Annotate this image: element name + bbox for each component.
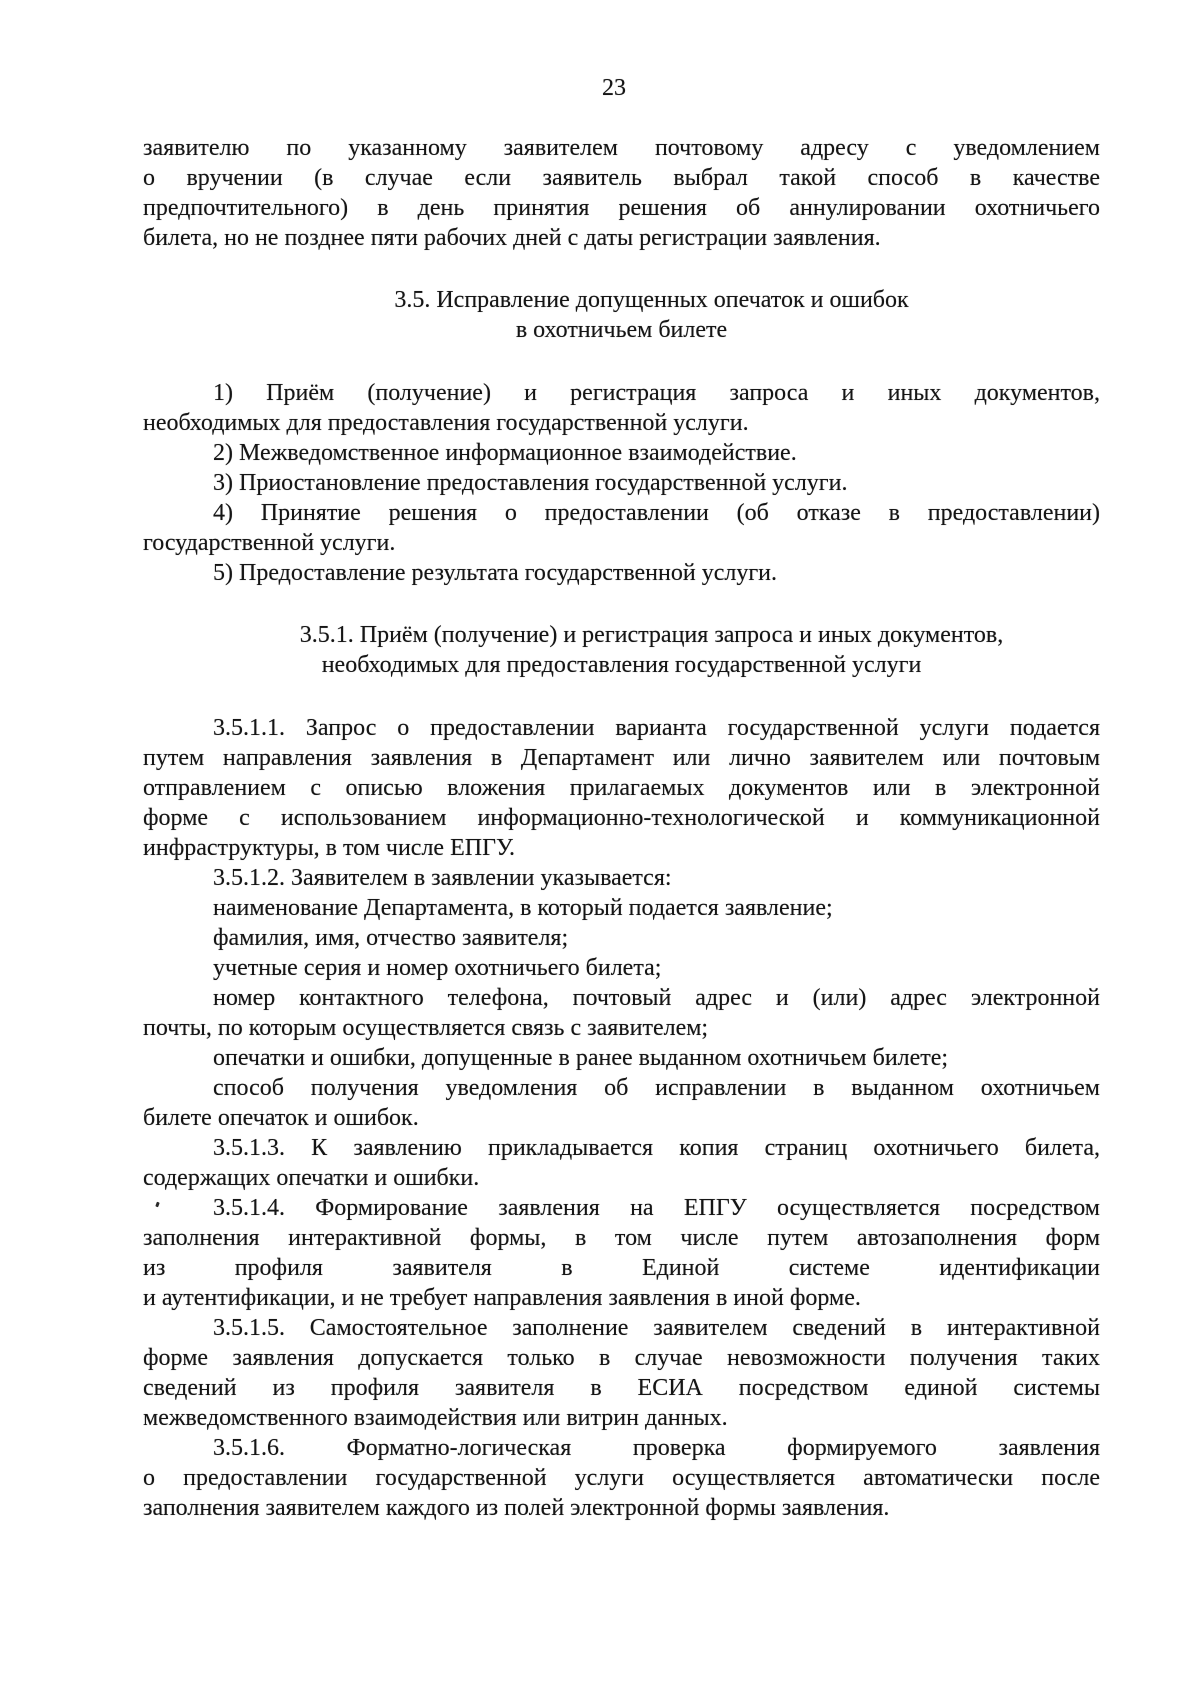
heading-line: необходимых для предоставления государственной услуги	[321, 652, 922, 678]
requirement-line: номер контактного телефона, почтовый адрес и (или) адрес электронной	[213, 985, 1100, 1011]
clause-3-5-1-6	[143, 1433, 1100, 1523]
section-heading-3-5-1	[143, 620, 1100, 680]
clause-line: форме с использованием информационно-технологической и коммуникационной	[143, 805, 1100, 831]
requirement-line: способ получения уведомления об исправлении в выданном охотничьем	[213, 1075, 1100, 1101]
clause-line: о предоставлении государственной услуги осуществляется автоматически после	[143, 1465, 1100, 1491]
clause-line: инфраструктуры, в том числе ЕПГУ.	[143, 835, 516, 861]
intro-line: заявителю по указанному заявителем почтовому адресу с уведомлением	[143, 135, 1100, 161]
clause-lead: 3.5.1.2. Заявителем в заявлении указывается:	[213, 865, 672, 891]
clause-line: путем направления заявления в Департамент или лично заявителем или почтовым	[143, 745, 1100, 771]
clause-line: 3.5.1.3. К заявлению прикладывается копия страниц охотничьего билета,	[213, 1135, 1100, 1161]
requirement-item	[143, 1073, 1100, 1133]
procedure-line: 3) Приостановление предоставления государственной услуги.	[213, 470, 848, 496]
requirement-line: фамилия, имя, отчество заявителя;	[213, 925, 569, 951]
clause-line: 3.5.1.6. Форматно-логическая проверка формируемого заявления	[213, 1435, 1100, 1461]
requirement-line: наименование Департамента, в который подается заявление;	[213, 895, 833, 921]
clauses	[143, 713, 1100, 1523]
clause-line: из профиля заявителя в Единой системе идентификации	[143, 1255, 1100, 1281]
requirement-item	[143, 953, 1100, 983]
procedure-line: 2) Межведомственное информационное взаимодействие.	[213, 440, 797, 466]
procedure-line: 4) Принятие решения о предоставлении (об отказе в предоставлении)	[213, 500, 1100, 526]
clause-line: содержащих опечатки и ошибки.	[143, 1165, 480, 1191]
clause-3-5-1-1	[143, 713, 1100, 863]
clause-line: 3.5.1.5. Самостоятельное заполнение заявителем сведений в интерактивной	[213, 1315, 1100, 1341]
procedure-line: 1) Приём (получение) и регистрация запроса и иных документов,	[213, 380, 1100, 406]
clause-line: и аутентификации, и не требует направления заявления в иной форме.	[143, 1285, 861, 1311]
heading-line: 3.5. Исправление допущенных опечаток и ошибок	[394, 287, 909, 313]
intro-line: о вручении (в случае если заявитель выбрал такой способ в качестве	[143, 165, 1100, 191]
clause-line: 3.5.1.4. Формирование заявления на ЕПГУ осуществляется посредством	[213, 1195, 1100, 1221]
clause-line: отправлением с описью вложения прилагаемых документов или в электронной	[143, 775, 1100, 801]
procedure-line: 5) Предоставление результата государственной услуги.	[213, 560, 778, 586]
procedure-line: необходимых для предоставления государственной услуги.	[143, 410, 749, 436]
clause-3-5-1-3	[143, 1133, 1100, 1193]
procedure-item	[143, 468, 1100, 498]
heading-line: в охотничьем билете	[515, 317, 728, 343]
clause-3-5-1-4	[143, 1193, 1100, 1313]
clause-line: сведений из профиля заявителя в ЕСИА посредством единой системы	[143, 1375, 1100, 1401]
procedure-list	[143, 378, 1100, 588]
requirement-line: почты, по которым осуществляется связь с заявителем;	[143, 1015, 709, 1041]
clause-3-5-1-2	[143, 863, 1100, 1133]
requirement-item	[143, 893, 1100, 923]
section-heading-3-5	[143, 285, 1100, 345]
intro-paragraph	[143, 133, 1100, 253]
requirement-line: учетные серия и номер охотничьего билета;	[213, 955, 662, 981]
clause-line: межведомственного взаимодействия или витрин данных.	[143, 1405, 728, 1431]
requirement-line: билете опечаток и ошибок.	[143, 1105, 419, 1131]
page-body	[143, 133, 1100, 1523]
intro-line: билета, но не позднее пяти рабочих дней с даты регистрации заявления.	[143, 225, 881, 251]
requirement-item	[143, 1043, 1100, 1073]
heading-line: 3.5.1. Приём (получение) и регистрация запроса и иных документов,	[299, 622, 1004, 648]
procedure-item	[143, 558, 1100, 588]
procedure-item	[143, 438, 1100, 468]
clause-3-5-1-5	[143, 1313, 1100, 1433]
procedure-line: государственной услуги.	[143, 530, 396, 556]
intro-line: предпочтительного) в день принятия решения об аннулировании охотничьего	[143, 195, 1100, 221]
clause-line: форме заявления допускается только в случае невозможности получения таких	[143, 1345, 1100, 1371]
requirement-item	[143, 923, 1100, 953]
requirement-line: опечатки и ошибки, допущенные в ранее выданном охотничьем билете;	[213, 1045, 949, 1071]
procedure-item	[143, 378, 1100, 438]
requirement-item	[143, 983, 1100, 1043]
clause-line: заполнения интерактивной формы, в том числе путем автозаполнения форм	[143, 1225, 1100, 1251]
page-number: 23	[602, 75, 626, 101]
clause-line: заполнения заявителем каждого из полей электронной формы заявления.	[143, 1495, 890, 1521]
procedure-item	[143, 498, 1100, 558]
clause-line: 3.5.1.1. Запрос о предоставлении варианта государственной услуги подается	[213, 715, 1100, 741]
